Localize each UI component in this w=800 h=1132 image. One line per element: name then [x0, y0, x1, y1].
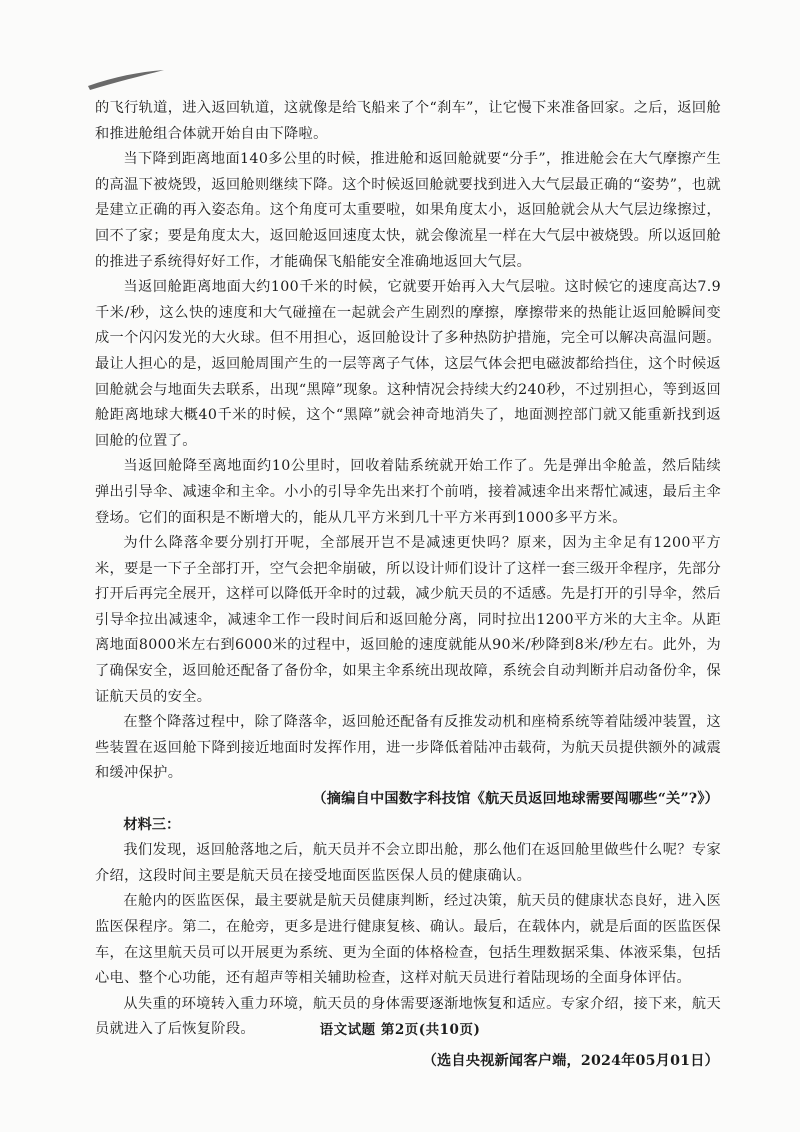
paragraph-recovery-stage: 从失重的环境转入重力环境，航天员的身体需要逐渐地恢复和适应。专家介绍，接下来，航天员就进入了后恢复阶段。: [95, 995, 721, 1038]
source-citation-1: （摘编自中国数字科技馆《航天员返回地球需要闯哪些“关”?》）: [312, 791, 719, 808]
paragraph-landing-buffer: 在整个降落过程中，除了降落伞，返回舱还配备有反推发动机和座椅系统等着陆缓冲装置，这些装置在返回舱下降到接近地面时发挥作用，进一步降低着陆冲击载荷，为航天员提供额外的减震和缓冲保护。: [95, 714, 721, 782]
article-body: [95, 96, 721, 1075]
paragraph-medical-check: 在舱内的医监医保，最主要就是航天员健康判断，经过决策，航天员的健康状态良好，进入医监医保程序。第二，在舱旁，更多是进行健康复核、确认。最后，在载体内，就是后面的医监医保车，在这里航天员可以开展更为系统、更为全面的体格检查，包括生理数据采集、体液采集，包括心电、整个心功能，还有超声等相关辅助检查，这样对航天员进行着陆现场的全面身体评估。: [95, 893, 721, 987]
paragraph-recovery-system: 当返回舱降至离地面约10公里时，回收着陆系统就开始工作了。先是弹出伞舱盖，然后陆续弹出引导伞、减速伞和主伞。小小的引导伞先出来打个前哨，接着减速伞出来帮忙减速，最后主伞登场。它们的面积是不断增大的，能从几平方米到几十平方米再到1000多平方米。: [95, 458, 721, 526]
paragraph-after-landing: 我们发现，返回舱落地之后，航天员并不会立即出舱，那么他们在返回舱里做些什么呢？专家介绍，这段时间主要是航天员在接受地面医监医保人员的健康确认。: [95, 842, 721, 884]
paragraph-separation: 当下降到距离地面140多公里的时候，推进舱和返回舱就要“分手”，推进舱会在大气摩擦产生的高温下被烧毁，返回舱则继续下降。这个时候返回舱就要找到进入大气层最正确的“姿势”，也就是建立正确的再入姿态角。这个角度可太重要啦，如果角度太小，返回舱就会从大气层边缘擦过，回不了家；要是角度太大，返回舱返回速度太快，就会像流星一样在大气层中被烧毁。所以返回舱的推进子系统得好好工作，才能确保飞船能安全准确地返回大气层。: [95, 151, 721, 270]
paragraph-continuation: 的飞行轨道，进入返回轨道，这就像是给飞船来了个“刹车”，让它慢下来准备回家。之后，返回舱和推进舱组合体就开始自由下降啦。: [95, 100, 721, 142]
paragraph-parachute-sequence: 为什么降落伞要分别打开呢，全部展开岂不是减速更快吗？原来，因为主伞足有1200平方米，要是一下子全部打开，空气会把伞崩破，所以设计师们设计了这样一套三级开伞程序，先部分打开后再完全展开，这样可以降低开伞时的过载，减少航天员的不适感。先是打开的引导伞，然后引导伞拉出减速伞，减速伞工作一段时间后和返回舱分离，同时拉出1200平方米的大主伞。从距离地面8000米左右到6000米的过程中，返回舱的速度就能从90米/秒降到8米/秒左右。此外，为了确保安全，返回舱还配备了备份伞，如果主伞系统出现故障，系统会自动判断并启动备份伞，保证航天员的安全。: [95, 535, 721, 705]
paragraph-reentry: 当返回舱距离地面大约100千米的时候，它就要开始再入大气层啦。这时候它的速度高达7.9千米/秒，这么快的速度和大气碰撞在一起就会产生剧烈的摩擦，摩擦带来的热能让返回舱瞬间变成一个闪闪发光的大火球。但不用担心，返回舱设计了多种热防护措施，完全可以解决高温问题。最让人担心的是，返回舱周围产生的一层等离子气体，这层气体会把电磁波都给挡住，这个时候返回舱就会与地面失去联系，出现“黑障”现象。这种情况会持续大约240秒，不过别担心，等到返回舱距离地球大概40千米的时候，这个“黑障”就会神奇地消失了，地面测控部门就又能重新找到返回舱的位置了。: [95, 279, 721, 449]
material-3-heading: 材料三：: [123, 816, 181, 833]
source-citation-2: （选自央视新闻客户端，2024年05月01日）: [422, 1052, 719, 1069]
page-footer: 语文试题 第2页(共10页): [319, 1022, 481, 1038]
scan-smudge-mark: [86, 64, 166, 94]
